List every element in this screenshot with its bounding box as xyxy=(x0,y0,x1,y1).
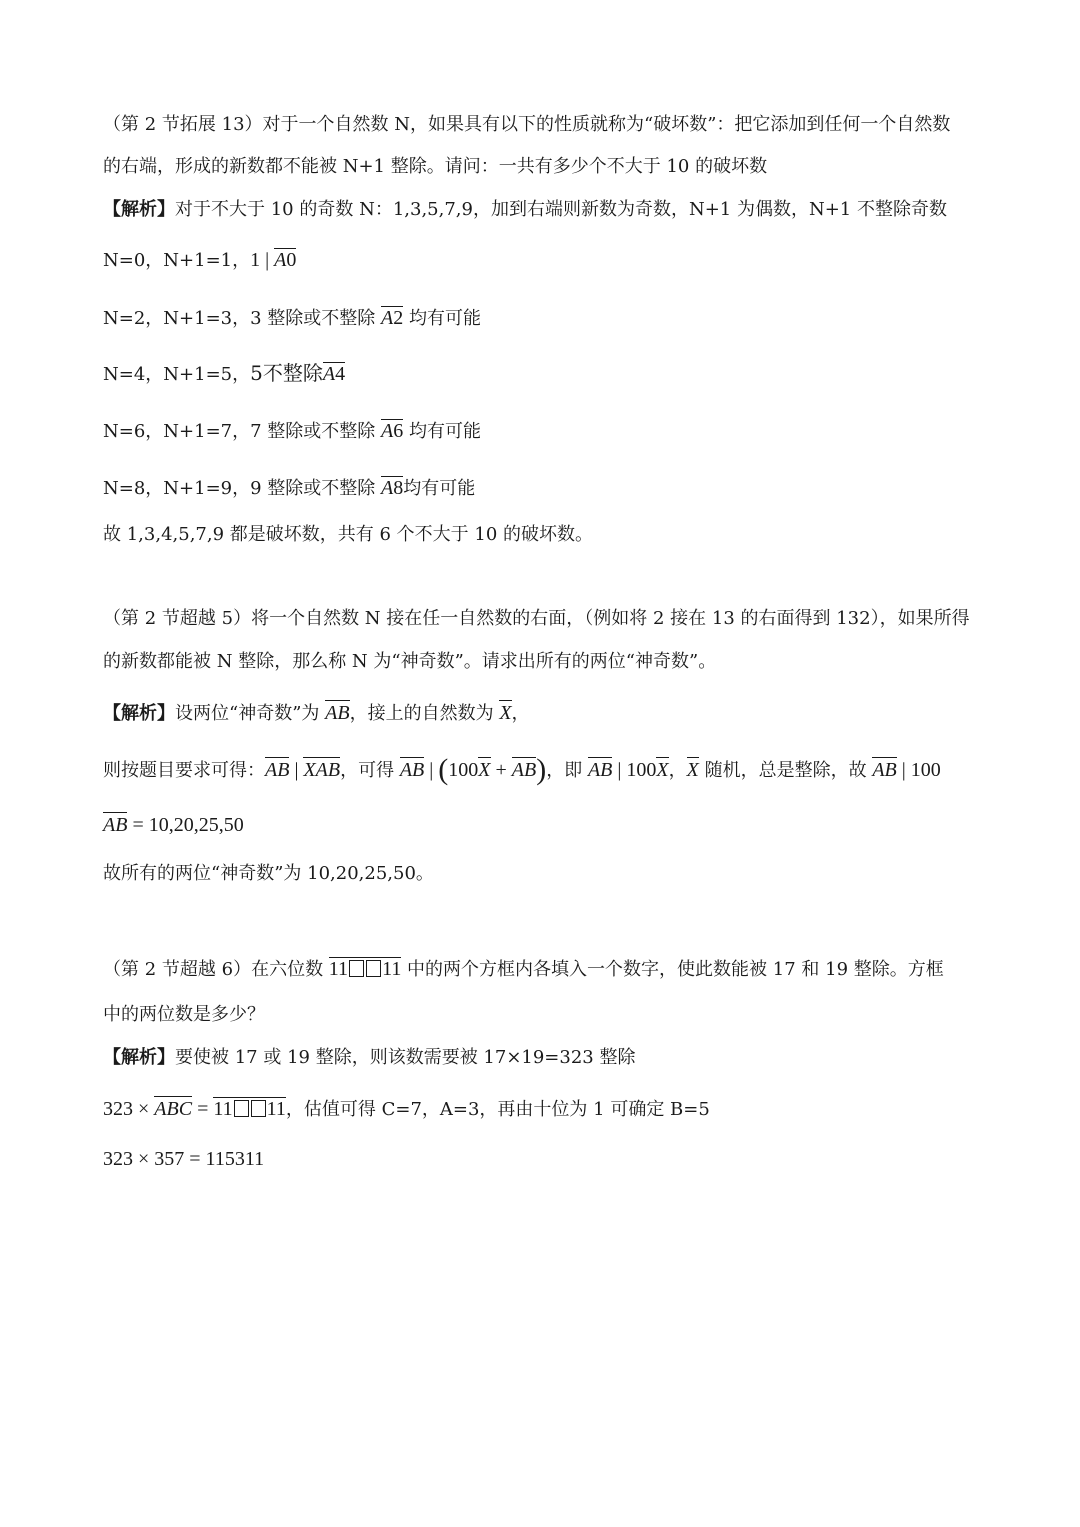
problem-3-line-2: 中的两位数是多少？ xyxy=(103,1004,265,1025)
overline-X: X xyxy=(656,759,669,781)
solution-text: 设两位“神奇数”为 xyxy=(175,703,326,724)
solution-text: ， xyxy=(511,703,530,724)
solution-text: ，接上的自然数为 xyxy=(349,703,500,724)
case-text: N=0，N+1=1， xyxy=(103,250,251,271)
overline-number: A2 xyxy=(381,307,404,329)
overline-AB: AB xyxy=(103,814,128,836)
equation-number: 323 × xyxy=(103,1098,155,1120)
overline-ABC: ABC xyxy=(154,1098,193,1120)
blank-box xyxy=(251,1100,266,1117)
left-paren: ( xyxy=(438,753,449,786)
result-values: = 10,20,25,50 xyxy=(127,814,244,836)
six-digit-number: 11 11 xyxy=(328,958,402,980)
case-n6 xyxy=(103,418,481,445)
plus-symbol: + xyxy=(490,759,512,781)
case-text: N=4，N+1=5， xyxy=(103,364,251,385)
equation-text: ， xyxy=(668,760,687,781)
overline-AB: AB xyxy=(265,759,290,781)
problem-1-line-1: （第 2 节拓展 13）对于一个自然数 N，如果具有以下的性质就称为“破坏数”：把它添加到任何一个自然数 xyxy=(103,114,951,135)
problem-1-conclusion: 故 1,3,4,5,7,9 都是破坏数，共有 6 个不大于 10 的破坏数。 xyxy=(103,524,594,545)
number: 100 xyxy=(448,759,479,781)
solution-label: 【解析】 xyxy=(103,1047,175,1068)
case-text: N=8，N+1=9，9 整除或不整除 xyxy=(103,478,381,499)
case-math-text: 5不整除 xyxy=(250,361,323,385)
equation-text: 则按题目要求可得： xyxy=(103,760,265,781)
case-text: N=6，N+1=7，7 整除或不整除 xyxy=(103,421,381,442)
equation-text: 随机，总是整除，故 xyxy=(698,760,873,781)
equals-symbol: = xyxy=(192,1098,214,1120)
blank-box xyxy=(366,960,381,977)
case-n8 xyxy=(103,475,475,502)
divides-symbol: | 100 xyxy=(612,759,657,781)
overline-AB: AB xyxy=(872,759,897,781)
problem-2-conclusion: 故所有的两位“神奇数”为 10,20,25,50。 xyxy=(103,863,434,884)
overline-AB: AB xyxy=(399,759,425,781)
problem-2-line-1: （第 2 节超越 5）将一个自然数 N 接在任一自然数的右面，（例如将 2 接在 13 的右面得到 132），如果所得 xyxy=(103,608,970,629)
overline-number: A0 xyxy=(274,249,297,271)
overline-X: X xyxy=(478,759,491,781)
case-n4 xyxy=(103,360,345,388)
blank-box xyxy=(234,1100,249,1117)
overline-number: A8 xyxy=(381,477,404,499)
case-n0 xyxy=(103,247,296,274)
solution-label: 【解析】 xyxy=(103,703,175,724)
problem-3-equation-1 xyxy=(103,1096,710,1123)
equation-text: ，即 xyxy=(546,760,588,781)
case-tail: 均有可能 xyxy=(403,421,481,442)
overline-X: X xyxy=(499,702,512,724)
divides-symbol: | xyxy=(289,759,304,781)
problem-2-line-2: 的新数都能被 N 整除，那么称 N 为“神奇数”。请求出所有的两位“神奇数”。 xyxy=(103,651,717,672)
problem-text: 中的两个方框内各填入一个数字，使此数能被 17 和 19 整除。方框 xyxy=(401,959,944,980)
problem-3-equation-2: 323 × 357 = 115311 xyxy=(103,1148,265,1170)
case-n2 xyxy=(103,305,481,332)
case-text: N=2，N+1=3，3 整除或不整除 xyxy=(103,308,381,329)
overline-XAB: XAB xyxy=(303,759,341,781)
solution-text: 对于不大于 10 的奇数 N：1,3,5,7,9，加到右端则新数为奇数，N+1 为偶数，N+1 不整除奇数 xyxy=(175,199,947,220)
overline-AB: AB xyxy=(325,702,350,724)
divides-symbol: | xyxy=(424,759,439,781)
problem-text: （第 2 节超越 6）在六位数 xyxy=(103,959,329,980)
problem-3-line-1 xyxy=(103,956,944,983)
case-tail: 均有可能 xyxy=(403,308,481,329)
math-divisor: 1 | xyxy=(250,249,275,271)
overline-AB: AB xyxy=(511,759,537,781)
equation-text: ，可得 xyxy=(340,760,400,781)
problem-1-solution xyxy=(103,197,947,223)
right-paren: ) xyxy=(536,753,547,786)
overline-AB: AB xyxy=(587,759,613,781)
six-digit-number: 11 11 xyxy=(213,1098,286,1120)
problem-2-result xyxy=(103,812,244,839)
overline-number: A6 xyxy=(381,420,404,442)
problem-2-solution xyxy=(103,700,530,727)
overline-number: A4 xyxy=(322,363,346,385)
case-tail: 均有可能 xyxy=(403,478,476,499)
divides-symbol: | 100 xyxy=(896,759,941,781)
overline-X: X xyxy=(686,759,699,781)
problem-2-equation xyxy=(103,753,941,786)
solution-label: 【解析】 xyxy=(103,199,175,220)
blank-box xyxy=(349,960,364,977)
equation-text: ，估值可得 C=7，A=3，再由十位为 1 可确定 B=5 xyxy=(285,1099,710,1120)
problem-3-solution xyxy=(103,1045,635,1071)
solution-text: 要使被 17 或 19 整除，则该数需要被 17×19=323 整除 xyxy=(175,1047,636,1068)
problem-1-line-2: 的右端，形成的新数都不能被 N+1 整除。请问：一共有多少个不大于 10 的破坏数 xyxy=(103,156,768,177)
